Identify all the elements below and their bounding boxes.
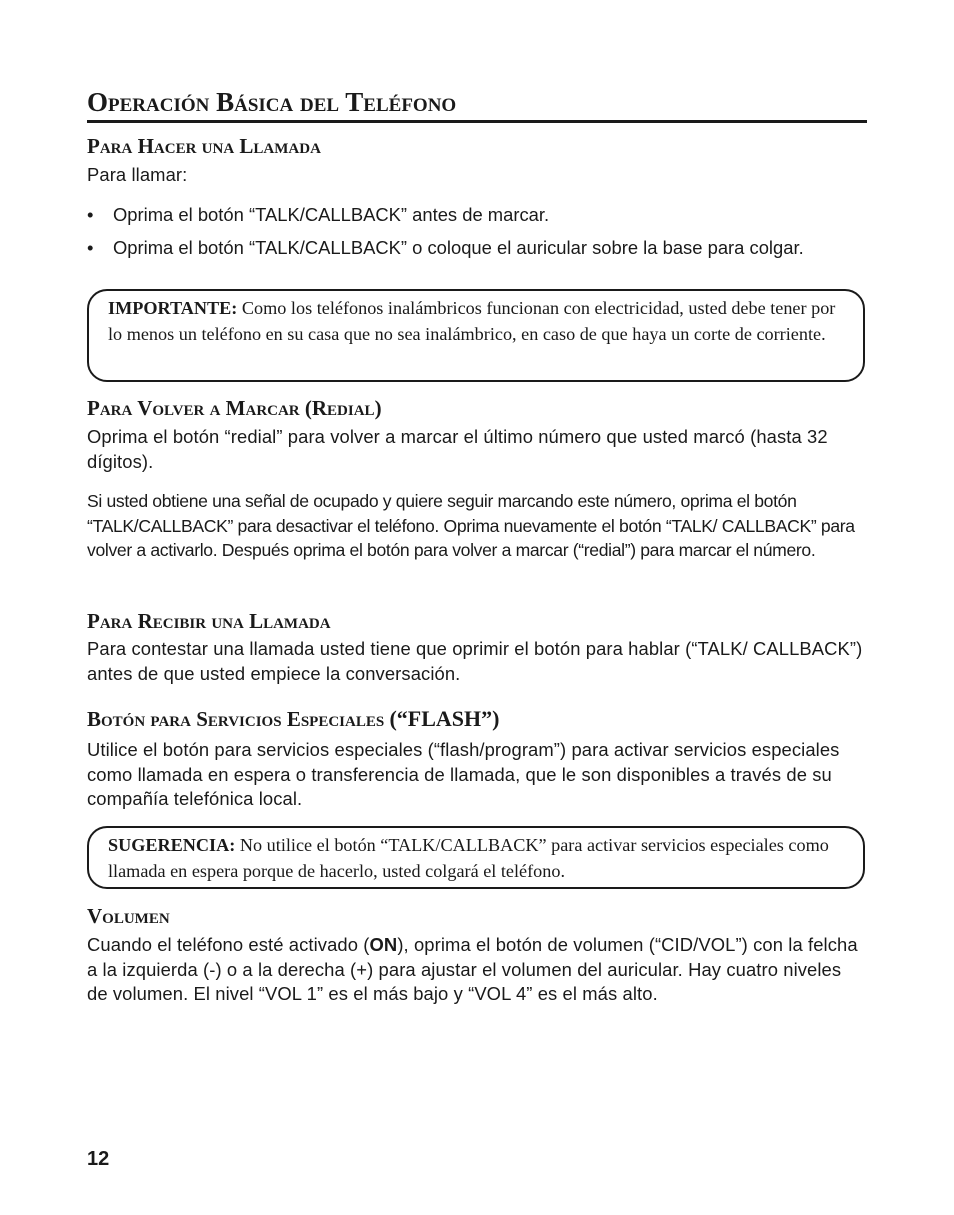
important-note-text: Como los teléfonos inalámbricos funcionan con electricidad, usted debe tener por lo menos un teléfono en su casa que no sea inalámbrico, en caso de que haya un corte de corriente. — [108, 298, 836, 344]
important-note-box — [87, 289, 865, 382]
section-heading-make-call: Para Hacer una Llamada — [87, 134, 321, 158]
section-heading-receive-call: Para Recibir una Llamada — [87, 609, 331, 633]
tip-note-text: No utilice el botón “TALK/CALLBACK” para activar servicios especiales como llamada en espera porque de hacerlo, usted colgará el teléfono. — [108, 835, 829, 881]
section-heading-flash — [87, 707, 499, 731]
tip-note-label: SUGERENCIA: — [108, 835, 236, 855]
section-heading-redial: Para Volver a Marcar (Redial) — [87, 396, 382, 420]
list-item — [87, 203, 867, 227]
bullet-text: Oprima el botón “TALK/CALLBACK” antes de marcar. — [113, 204, 550, 225]
redial-paragraph-2: Si usted obtiene una señal de ocupado y quiere seguir marcando este número, oprima el botón “TALK/CALLBACK” para desactivar el teléfono. Oprima nuevamente el botón “TALK/ CALLBACK” para volver a activarlo. Después oprima el botón para volver a marcar (“redial”) para marcar el número. — [87, 491, 855, 560]
flash-heading-caps: (“FLASH”) — [389, 706, 500, 731]
make-call-intro: Para llamar: — [87, 164, 188, 185]
section-heading-volume: Volumen — [87, 904, 170, 928]
page-number: 12 — [87, 1148, 110, 1170]
list-item — [87, 236, 867, 260]
bullet-marker: • — [87, 204, 94, 225]
bullet-text: Oprima el botón “TALK/CALLBACK” o coloque el auricular sobre la base para colgar. — [113, 237, 804, 258]
important-note-label: IMPORTANTE: — [108, 298, 238, 318]
flash-paragraph: Utilice el botón para servicios especiales (“flash/program”) para activar servicios especiales como llamada en espera o transferencia de llamada, que le son disponibles a través de su compañía telefónica local. — [87, 739, 840, 809]
volume-text-end: ), oprima el botón de volumen (“CID/VOL”) con la felcha a la izquierda (-) o a la derecha (+) para ajustar el volumen del auricular. Hay cuatro niveles de volumen. El nivel “VOL 1” es el más bajo y “VOL 4” es el más alto. — [87, 934, 858, 1004]
volume-on-label: ON — [369, 934, 398, 955]
tip-note-box — [87, 826, 865, 889]
page-title: Operación Básica del Teléfono — [87, 86, 867, 123]
volume-paragraph — [87, 933, 867, 1007]
volume-text-start: Cuando el teléfono esté activado ( — [87, 934, 370, 955]
bullet-marker: • — [87, 237, 94, 258]
flash-heading-main: Botón para Servicios Especiales — [87, 707, 385, 731]
receive-call-paragraph: Para contestar una llamada usted tiene que oprimir el botón para hablar (“TALK/ CALLBACK”) antes de que usted empiece la conversación. — [87, 638, 863, 684]
redial-paragraph-1: Oprima el botón “redial” para volver a marcar el último número que usted marcó (hasta 32 dígitos). — [87, 426, 828, 472]
